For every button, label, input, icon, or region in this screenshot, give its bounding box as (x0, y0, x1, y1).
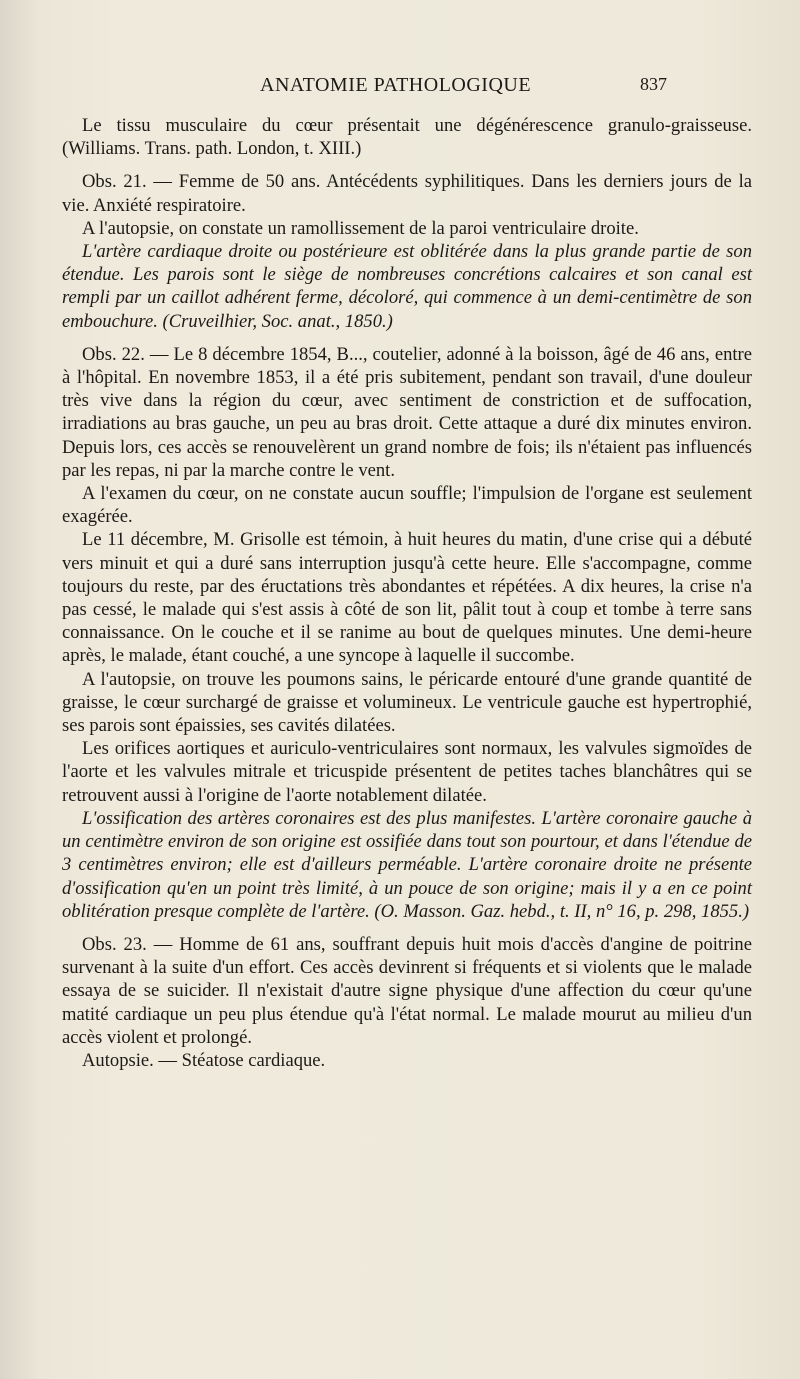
paragraph-obs-22-orifices: Les orifices aortiques et auriculo-ventriculaires sont normaux, les valvules sigmoïdes de l'aorte et les valvules mitrale et tricuspide présentent de petites taches blanchâtres qui se retrouvent aussi à l'origine de l'aorte notablement dilatée. (62, 738, 752, 806)
paragraph-williams: Le tissu musculaire du cœur présentait une dégénérescence granulo-graisseuse. (Williams. Trans. path. London, t. XIII.) (62, 115, 752, 160)
paragraph-obs-23: Obs. 23. — Homme de 61 ans, souffrant depuis huit mois d'accès d'angine de poitrine survenant à la suite d'un effort. Ces accès devinrent si fréquents et si violents que le malade essaya de se suicider. Il n'existait d'autre signe physique d'une affection du cœur qu'une matité cardiaque un peu plus étendue qu'à l'état normal. Le malade mourut au milieu d'un accès violent et prolongé. (62, 933, 752, 1048)
paragraph-obs-23-autopsy: Autopsie. — Stéatose cardiaque. (82, 1049, 326, 1071)
paragraph-obs-22-crisis: Le 11 décembre, M. Grisolle est témoin, à huit heures du matin, d'une crise qui a débuté vers minuit et qui a duré sans interruption jusqu'à cette heure. Elle s'accompagne, comme toujours du reste, par des éructations très abondantes et répétées. A dix heures, la crise n'a pas cessé, le malade qui s'est assis à côté de son lit, pâlit tout à coup et tombe à terre sans connaissance. On le couche et il se ranime au bout de quelques minutes. Une demi-heure après, le malade, étant couché, a une syncope à laquelle il succombe. (62, 529, 752, 667)
paragraph-obs-21-autopsy: A l'autopsie, on constate un ramollissement de la paroi ventriculaire droite. (82, 217, 639, 239)
paragraph-obs-22-ossification: L'ossification des artères coronaires est des plus manifestes. L'artère coronaire gauche à un centimètre environ de son origine est ossifiée dans tout son pourtour, et dans l'étendue de 3 centimètres environ; elle est d'ailleurs perméable. L'artère coronaire droite ne présente d'ossification qu'en un point très limité, à un pouce de son origine; mais il y a en ce point oblitération presque complète de l'artère. (O. Masson. Gaz. hebd., t. II, n° 16, p. 298, 1855.) (62, 807, 752, 922)
page-body (62, 114, 752, 1072)
page-number: 837 (640, 74, 667, 94)
paragraph-obs-21: Obs. 21. — Femme de 50 ans. Antécédents syphilitiques. Dans les derniers jours de la vie. Anxiété respiratoire. (62, 171, 752, 216)
paragraph-obs-22: Obs. 22. — Le 8 décembre 1854, B..., coutelier, adonné à la boisson, âgé de 46 ans, entre à l'hôpital. En novembre 1853, il a été pris subitement, pendant son travail, d'une douleur très vive dans la région du cœur, avec sentiment de constriction et de suffocation, irradiations au bras gauche, un peu au bras droit. Cette attaque a duré dix minutes environ. Depuis lors, ces accès se renouvelèrent un grand nombre de fois; ils n'étaient pas influencés par les repas, ni par la marche contre le vent. (62, 343, 752, 481)
running-head: ANATOMIE PATHOLOGIQUE (260, 74, 532, 96)
paragraph-obs-21-italic: L'artère cardiaque droite ou postérieure est oblitérée dans la plus grande partie de son étendue. Les parois sont le siège de nombreuses concrétions calcaires et son canal est rempli par un caillot adhérent ferme, décoloré, qui commence à un demi-centimètre de son embouchure. (Cruveilhier, Soc. anat., 1850.) (62, 241, 752, 332)
paragraph-obs-22-autopsy: A l'autopsie, on trouve les poumons sains, le péricarde entouré d'une grande quantité de graisse, le cœur surchargé de graisse et volumineux. Le ventricule gauche est hypertrophié, ses parois sont épaissies, ses cavités dilatées. (62, 668, 752, 737)
paragraph-obs-22-exam: A l'examen du cœur, on ne constate aucun souffle; l'impulsion de l'organe est seulement exagérée. (62, 483, 752, 528)
